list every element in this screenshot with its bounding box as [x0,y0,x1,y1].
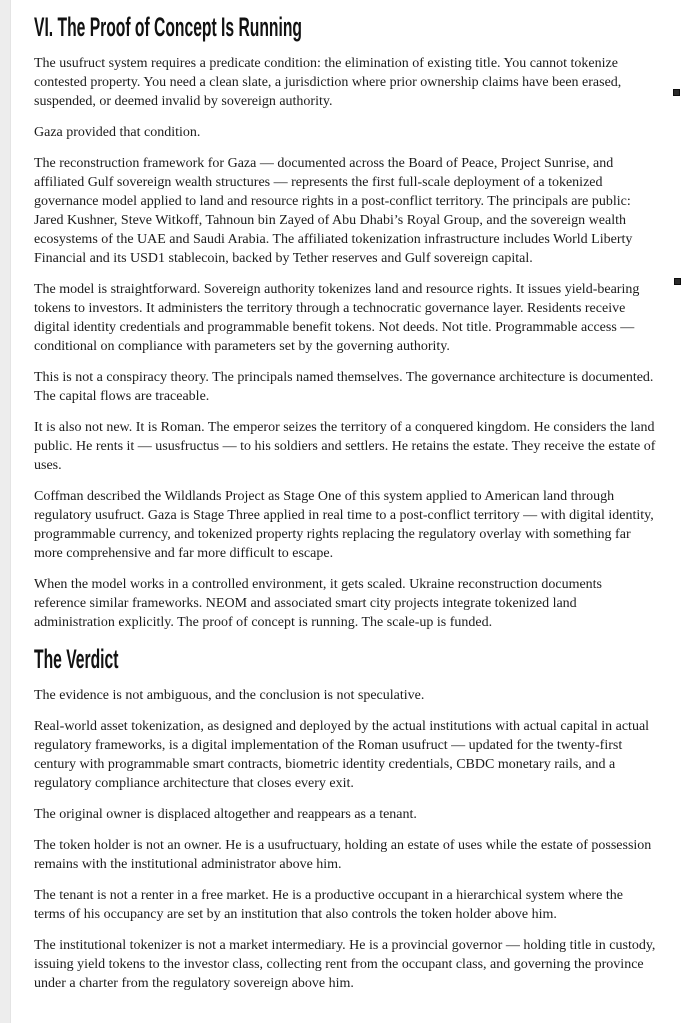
paragraph: The original owner is displaced altogether and reappears as a tenant. [34,807,417,822]
paragraph: The tenant is not a renter in a free market. He is a productive occupant in a hierarchical system where the terms of his occupancy are set by an institution that also controls the token holder above him. [34,888,623,922]
section-heading-text: VI. The Proof of Concept Is Running [34,12,302,42]
paragraph: Coffman described the Wildlands Project as Stage One of this system applied to American land through regulatory usufruct. Gaza is Stage Three applied in real time to a post-conflict territory — with digital identity, programmable currency, and tokenized property rights replacing the regulatory overlay with something far more comprehensive and far more difficult to escape. [34,489,654,561]
paragraph: The reconstruction framework for Gaza — documented across the Board of Peace, Project Sunrise, and affiliated Gulf sovereign wealth structures — represents the first full-scale deployment of a tokenized governance model applied to land and resource rights in a post-conflict territory. The principals are public: Jared Kushner, Steve Witkoff, Tahnoun bin Zayed of Abu Dhabi’s Royal Group, and the sovereign wealth ecosystems of the UAE and Saudi Arabia. The affiliated tokenization infrastructure includes World Liberty Financial and its USD1 stablecoin, backed by Tether reserves and Gulf sovereign capital. [34,156,633,266]
document-page [11,0,688,1023]
paragraph: Gaza provided that condition. [34,125,201,140]
annotation-square-marker-icon [673,89,680,96]
annotation-square-marker-icon [674,278,681,285]
paragraph: This is not a conspiracy theory. The principals named themselves. The governance architecture is documented. The capital flows are traceable. [34,370,654,404]
left-gutter [0,0,11,1023]
section-heading-text: The Verdict [34,644,119,674]
paragraph: When the model works in a controlled environment, it gets scaled. Ukraine reconstruction documents reference similar frameworks. NEOM and associated smart city projects integrate tokenized land administration explicitly. The proof of concept is running. The scale-up is funded. [34,577,603,630]
paragraph: It is also not new. It is Roman. The emperor seizes the territory of a conquered kingdom. He considers the land public. He rents it — ususfructus — to his soldiers and settlers. He retains the estate. They receive the estate of uses. [34,420,656,473]
paragraph: Real-world asset tokenization, as designed and deployed by the actual institutions with actual capital in actual regulatory frameworks, is a digital implementation of the Roman usufruct — updated for the twenty-first century with programmable smart contracts, biometric identity credentials, CBDC monetary rails, and a regulatory compliance architecture that closes every exit. [34,719,650,791]
paragraph: The model is straightforward. Sovereign authority tokenizes land and resource rights. It issues yield-bearing tokens to investors. It administers the territory through a technocratic governance layer. Residents receive digital identity credentials and programmable benefit tokens. Not deeds. Not title. Programmable access — conditional on compliance with parameters set by the governing authority. [34,282,640,354]
paragraph: The institutional tokenizer is not a market intermediary. He is a provincial governor — holding title in custody, issuing yield tokens to the investor class, collecting rent from the occupant class, and governing the province under a charter from the regulatory sovereign above him. [34,938,656,991]
section-heading-verdict [34,644,656,674]
article-body [34,12,656,993]
paragraph: The evidence is not ambiguous, and the conclusion is not speculative. [34,688,425,703]
section-heading-proof-of-concept [34,12,656,42]
paragraph: The usufruct system requires a predicate condition: the elimination of existing title. You cannot tokenize contested property. You need a clean slate, a jurisdiction where prior ownership claims have been erased, suspended, or deemed invalid by sovereign authority. [34,56,622,109]
paragraph: The token holder is not an owner. He is a usufructuary, holding an estate of uses while the estate of possession remains with the institutional administrator above him. [34,838,652,872]
